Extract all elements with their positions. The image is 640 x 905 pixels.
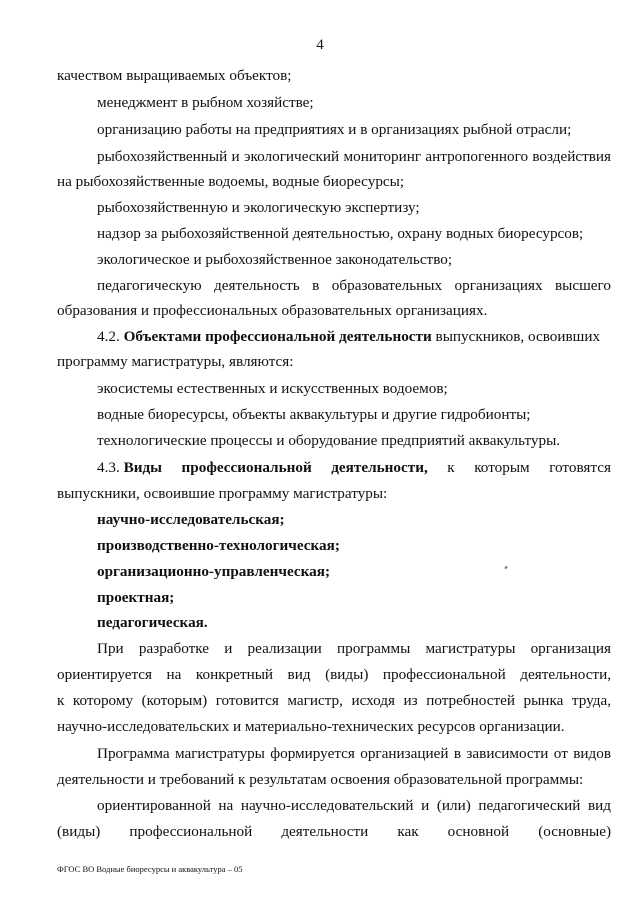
section-4-3-heading [97,459,611,477]
section-4-2-heading [97,328,600,346]
section-word: готовятся [549,459,611,476]
section-word: деятельности, [331,459,428,476]
text-line: научно-исследовательских и материально-технических ресурсов организации. [57,718,565,735]
activity-type: педагогическая. [97,614,208,631]
text-line: технологические процессы и оборудование предприятий аквакультуры. [97,432,561,449]
text-line: к которому (которым) готовится магистр, исходя из потребностей рынка труда, [57,692,611,709]
section-number: 4.3. [97,459,120,476]
page-number: 4 [316,37,324,53]
section-word: которым [474,459,530,476]
text-line: педагогическую деятельность в образовательных организациях высшего [97,277,611,294]
text-line: выпускники, освоившие программу магистратуры: [57,485,388,502]
text-line: на рыбохозяйственные водоемы, водные биоресурсы; [57,173,405,190]
text-line: рыбохозяйственный и экологический мониторинг антропогенного воздействия [97,148,611,165]
section-number: 4.2. [97,328,120,345]
section-word: профессиональной [181,459,312,476]
activity-type: организационно-управленческая; [97,563,330,580]
section-word: Виды [123,459,162,476]
text-line: Программа магистратуры формируется организацией в зависимости от видов [97,745,611,762]
text-line: экосистемы естественных и искусственных водоемов; [97,380,448,397]
text-line: рыбохозяйственную и экологическую экспертизу; [97,199,420,216]
text-line: водные биоресурсы, объекты аквакультуры и другие гидробионты; [97,406,531,423]
activity-type: проектная; [97,589,175,606]
text-line: (виды) профессиональной деятельности как основной (основные) [57,823,611,840]
section-title-rest: выпускников, освоивших [431,328,601,345]
scan-speck [504,566,507,570]
text-line: качеством выращиваемых объектов; [57,67,292,84]
section-title-bold: Объектами профессиональной деятельности [123,328,432,345]
activity-type: научно-исследовательская; [97,511,285,528]
text-line: экологическое и рыбохозяйственное законодательство; [97,251,453,268]
activity-type: производственно-технологическая; [97,537,340,554]
text-line: программу магистратуры, являются: [57,353,294,370]
text-line: надзор за рыбохозяйственной деятельностью, охрану водных биоресурсов; [97,225,584,242]
text-line: При разработке и реализации программы магистратуры организация [97,640,611,657]
text-line: деятельности и требований к результатам освоения образовательной программы: [57,771,584,788]
text-line: ориентируется на конкретный вид (виды) профессиональной деятельности, [57,666,611,683]
section-word: к [447,459,455,476]
text-line: ориентированной на научно-исследовательский и (или) педагогический вид [97,797,611,814]
footer: ФГОС ВО Водные биоресурсы и аквакультура – 05 [57,864,243,874]
text-line: организацию работы на предприятиях и в организациях рыбной отрасли; [97,121,572,138]
text-line: менеджмент в рыбном хозяйстве; [97,94,314,111]
text-line: образования и профессиональных образовательных организациях. [57,302,488,319]
